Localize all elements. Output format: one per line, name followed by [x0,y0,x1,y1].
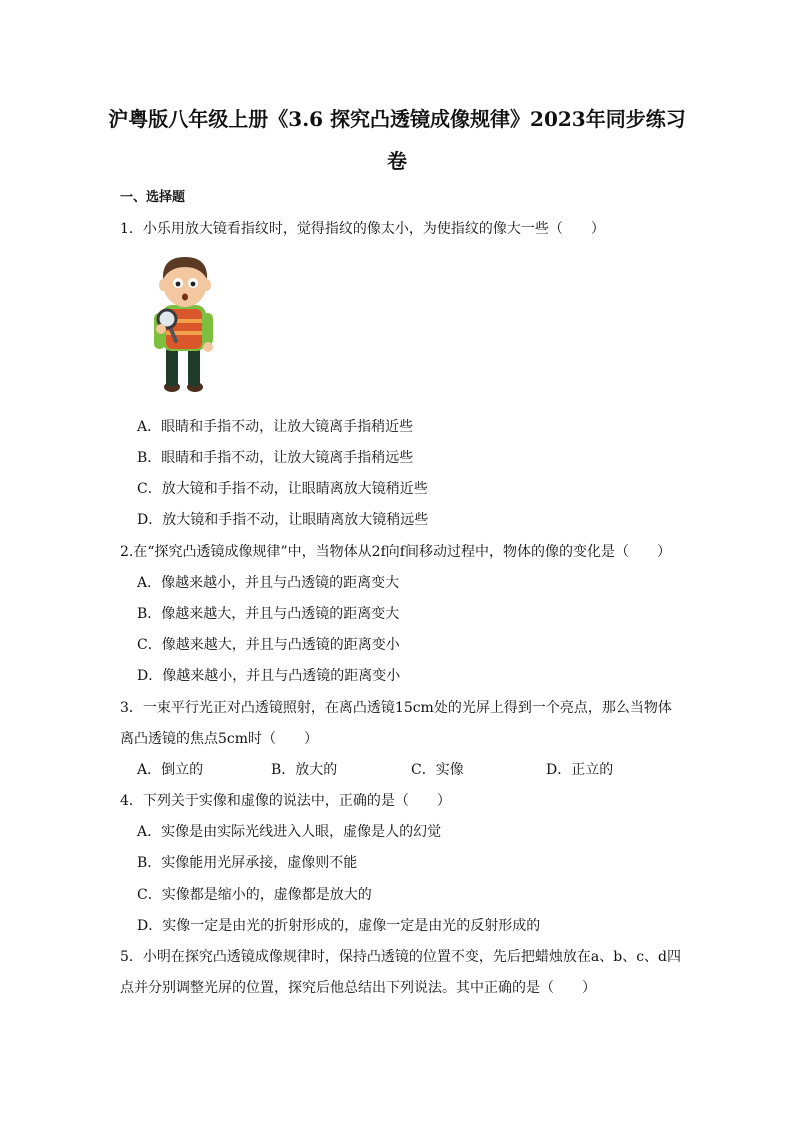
question-2-option-c: C．像越来越大，并且与凸透镜的距离变小 [137,637,400,653]
question-5-stem-line-2: 点并分别调整光屏的位置，探究后他总结出下列说法。其中正确的是（ ） [120,980,596,996]
boy-with-magnifier-illustration [150,253,220,395]
question-4-stem: 4．下列关于实像和虚像的说法中，正确的是（ ） [120,793,451,809]
question-2-option-b: B．像越来越大，并且与凸透镜的距离变大 [137,606,400,622]
question-1-option-b: B．眼睛和手指不动，让放大镜离手指稍远些 [137,450,414,466]
section-heading: 一、选择题 [120,190,186,205]
question-3-options [137,759,657,779]
question-4-option-b: B．实像能用光屏承接，虚像则不能 [137,855,358,871]
question-3-option-d: D．正立的 [546,762,614,778]
question-4-option-c: C．实像都是缩小的，虚像都是放大的 [137,887,372,903]
question-1-option-d: D．放大镜和手指不动，让眼睛离放大镜稍远些 [137,512,429,528]
question-1-option-c: C．放大镜和手指不动，让眼睛离放大镜稍近些 [137,481,428,497]
question-2-stem: 2.在“探究凸透镜成像规律”中，当物体从2f向f间移动过程中，物体的像的变化是（ ） [120,544,671,560]
question-2-option-a: A．像越来越小，并且与凸透镜的距离变大 [137,575,400,591]
question-3-stem-line-1: 3．一束平行光正对凸透镜照射，在离凸透镜15cm处的光屏上得到一个亮点，那么当物体 [120,700,672,716]
question-3-option-c: C．实像 [411,762,464,778]
document-title: 沪粤版八年级上册《3.6 探究凸透镜成像规律》2023年同步练习卷 [108,107,686,173]
question-1-stem: 1．小乐用放大镜看指纹时，觉得指纹的像太小，为使指纹的像大一些（ ） [120,221,605,237]
question-2-option-d: D．像越来越小，并且与凸透镜的距离变小 [137,668,401,684]
question-4-option-d: D．实像一定是由光的折射形成的，虚像一定是由光的反射形成的 [137,918,541,934]
question-3-option-a: A．倒立的 [137,762,204,778]
question-1-option-a: A．眼睛和手指不动，让放大镜离手指稍近些 [137,419,414,435]
question-4-option-a: A．实像是由实际光线进入人眼，虚像是人的幻觉 [137,824,442,840]
question-3-option-b: B．放大的 [271,762,338,778]
question-3-stem-line-2: 离凸透镜的焦点5cm时（ ） [120,731,319,747]
question-5-stem-line-1: 5．小明在探究凸透镜成像规律时，保持凸透镜的位置不变，先后把蜡烛放在a、b、c、d四 [120,949,682,965]
